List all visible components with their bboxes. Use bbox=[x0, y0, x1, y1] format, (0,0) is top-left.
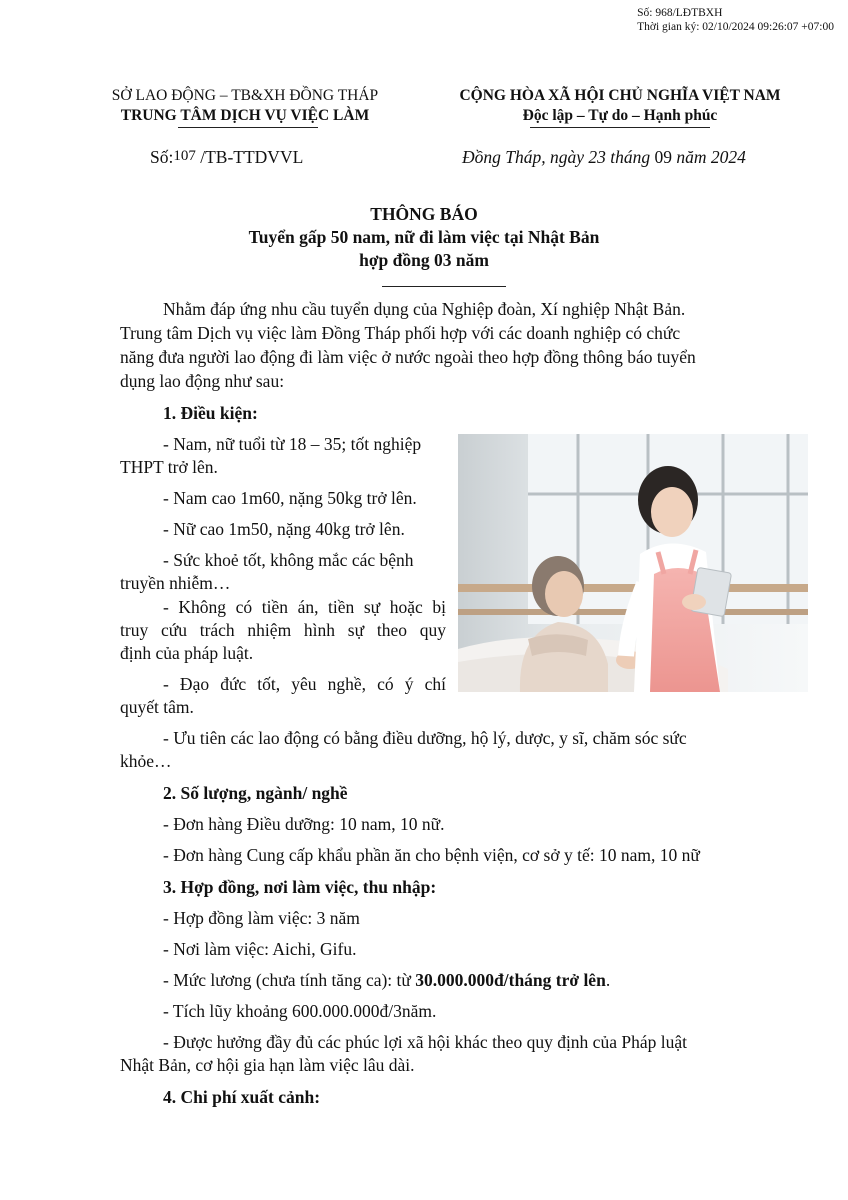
benefits-line-cont: Nhật Bản, cơ hội gia hạn làm việc lâu dài. bbox=[120, 1055, 415, 1075]
section-3-heading: 3. Hợp đồng, nơi làm việc, thu nhập: bbox=[163, 877, 437, 897]
date-place: Đồng Tháp, ngày 23 tháng bbox=[462, 147, 651, 167]
salary-amount: 30.000.000đ/tháng trở lên bbox=[415, 970, 606, 990]
signature-doc-number: Số: 968/LĐTBXH bbox=[637, 7, 723, 19]
salary-end: . bbox=[605, 970, 611, 990]
motto-underline bbox=[530, 127, 710, 128]
section-4-heading: 4. Chi phí xuất cảnh: bbox=[163, 1087, 321, 1107]
intro-line-4: dụng lao động như sau: bbox=[120, 371, 285, 391]
section-1-heading: 1. Điều kiện: bbox=[163, 403, 258, 423]
date-line bbox=[462, 146, 746, 169]
salary-line bbox=[163, 969, 610, 992]
condition-health: - Sức khoẻ tốt, không mắc các bệnh bbox=[163, 550, 414, 570]
condition-ethics: - Đạo đức tốt, yêu nghề, có ý chí bbox=[163, 674, 446, 694]
condition-record: - Không có tiền án, tiền sự hoặc bị bbox=[163, 597, 446, 617]
salary-label: - Mức lương (chưa tính tăng ca): từ bbox=[163, 970, 416, 990]
number-suffix: /TB-TTDVVL bbox=[200, 147, 304, 167]
condition-priority-cont: khỏe… bbox=[120, 751, 172, 771]
condition-female-height: - Nữ cao 1m50, nặng 40kg trở lên. bbox=[163, 519, 405, 539]
condition-age: - Nam, nữ tuổi từ 18 – 35; tốt nghiệp bbox=[163, 434, 422, 454]
nation-motto: Độc lập – Tự do – Hạnh phúc bbox=[522, 107, 718, 124]
contract-duration: - Hợp đồng làm việc: 3 năm bbox=[163, 908, 360, 928]
agency-underline bbox=[178, 127, 318, 128]
notice-subtitle: Tuyển gấp 50 nam, nữ đi làm việc tại Nhật Bản bbox=[248, 227, 600, 247]
condition-male-height: - Nam cao 1m60, nặng 50kg trở lên. bbox=[163, 488, 417, 508]
number-value: 107 bbox=[173, 148, 196, 164]
benefits-line: - Được hưởng đầy đủ các phúc lợi xã hội khác theo quy định của Pháp luật bbox=[163, 1032, 687, 1052]
intro-line-1: Nhằm đáp ứng nhu cầu tuyển dụng của Nghiệp đoàn, Xí nghiệp Nhật Bản. bbox=[163, 299, 686, 319]
document-number bbox=[150, 146, 303, 171]
notice-contract-term: hợp đồng 03 năm bbox=[359, 250, 489, 270]
nation-name: CỘNG HÒA XÃ HỘI CHỦ NGHĨA VIỆT NAM bbox=[459, 87, 781, 104]
agency-name: TRUNG TÂM DỊCH VỤ VIỆC LÀM bbox=[120, 107, 370, 124]
intro-line-3: năng đưa người lao động đi làm việc ở nước ngoài theo hợp đồng thông báo tuyển bbox=[120, 347, 696, 367]
agency-parent: SỞ LAO ĐỘNG – TB&XH ĐỒNG THÁP bbox=[111, 87, 379, 104]
title-underline bbox=[382, 286, 506, 287]
date-year: năm 2024 bbox=[676, 147, 746, 167]
work-location: - Nơi làm việc: Aichi, Gifu. bbox=[163, 939, 357, 959]
nurse-with-elderly-patient-photo bbox=[458, 434, 808, 692]
order-nursing: - Đơn hàng Điều dưỡng: 10 nam, 10 nữ. bbox=[163, 814, 445, 834]
condition-priority: - Ưu tiên các lao động có bằng điều dưỡng, hộ lý, dược, y sĩ, chăm sóc sức bbox=[163, 728, 687, 748]
condition-record-cont: truy cứu trách nhiệm hình sự theo quy bbox=[120, 620, 446, 640]
condition-health-cont: truyền nhiễm… bbox=[120, 573, 231, 593]
notice-title: THÔNG BÁO bbox=[370, 204, 478, 224]
date-month: 09 bbox=[654, 147, 672, 167]
section-2-heading: 2. Số lượng, ngành/ nghề bbox=[163, 783, 348, 803]
savings-line: - Tích lũy khoảng 600.000.000đ/3năm. bbox=[163, 1001, 437, 1021]
number-prefix: Số: bbox=[150, 147, 174, 167]
condition-record-end: định của pháp luật. bbox=[120, 643, 254, 663]
signature-time: Thời gian ký: 02/10/2024 09:26:07 +07:00 bbox=[637, 21, 834, 33]
digital-signature-info bbox=[637, 6, 834, 34]
intro-line-2: Trung tâm Dịch vụ việc làm Đồng Tháp phối hợp với các doanh nghiệp có chức bbox=[120, 323, 681, 343]
condition-ethics-cont: quyết tâm. bbox=[120, 697, 194, 717]
order-meal-supply: - Đơn hàng Cung cấp khẩu phần ăn cho bệnh viện, cơ sở y tế: 10 nam, 10 nữ bbox=[163, 845, 700, 865]
condition-education: THPT trở lên. bbox=[120, 457, 218, 477]
